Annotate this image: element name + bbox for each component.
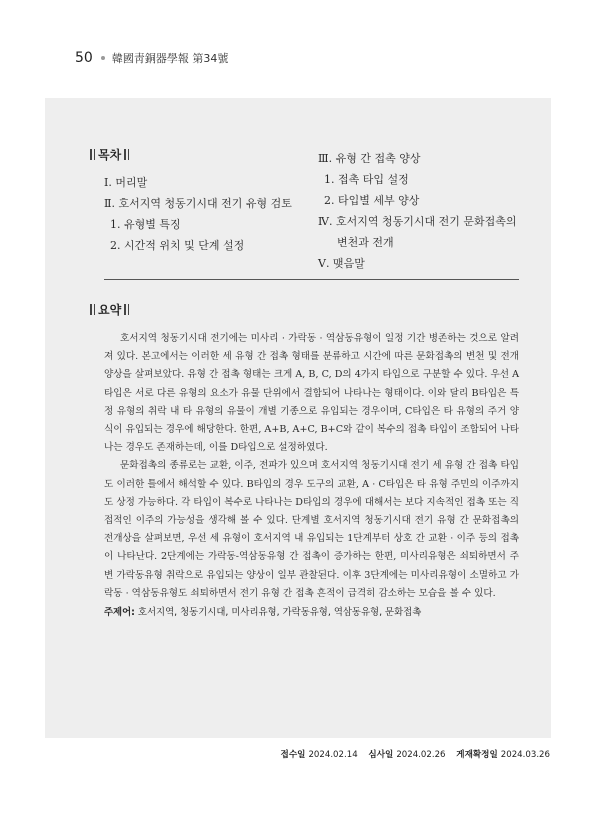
received-date: 2024.02.14: [308, 750, 358, 760]
bar-mark-icon: [94, 149, 96, 160]
reviewed-label: 심사일: [368, 750, 394, 760]
toc-item: 2. 타입별 세부 양상: [324, 194, 420, 207]
toc-item: Ⅰ. 머리말: [104, 176, 148, 189]
bar-mark-icon: [124, 304, 126, 315]
accepted-date: 2024.03.26: [500, 750, 550, 760]
toc-item: 1. 접촉 타입 설정: [324, 173, 409, 186]
bar-mark-icon: [124, 149, 126, 160]
toc-item: Ⅱ. 호서지역 청동기시대 전기 유형 검토: [104, 197, 292, 210]
toc-left-column: [104, 172, 292, 256]
abstract-heading: [89, 301, 130, 317]
section-divider: [104, 279, 519, 280]
toc-item-continuation: 변천과 전개: [337, 236, 394, 249]
toc-right-column: [318, 148, 517, 274]
keywords-list: 호서지역, 청동기시대, 미사리유형, 가락동유형, 역삼동유형, 문화접촉: [137, 607, 422, 618]
toc-item: 1. 유형별 특징: [110, 218, 181, 231]
keywords-label: 주제어:: [104, 607, 135, 618]
abstract-heading-label: 요약: [98, 302, 122, 317]
toc-item: Ⅳ. 호서지역 청동기시대 전기 문화접촉의: [318, 215, 517, 228]
bar-mark-icon: [128, 304, 130, 315]
submission-dates: [281, 748, 550, 760]
abstract-paragraph: 문화접촉의 종류로는 교환, 이주, 전파가 있으며 호서지역 청동기시대 전기 세 유형 간 접촉 타입도 이러한 틀에서 해석할 수 있다. B타입의 경우 도구의 교환, A · C타입은 타 유형 주민의 이주까지도 상정 가능하다. 각 타입이 복수로 나타나는 D타입의 경우에 대해서는 보다 지속적인 접촉 또는 직접적인 이주의 가능성을 생각해 볼 수 있다. 단계별 호서지역 청동기시대 전기 유형 간 문화접촉의 전개상을 살펴보면, 우선 세 유형이 호서지역 내 유입되는 1단계부터 상호 간 교환 · 이주 등의 접촉이 나타난다. 2단계에는 가락동-역삼동유형 간 접촉이 증가하는 한편, 미사리유형은 쇠퇴하면서 주변 가락동유형 취락으로 유입되는 양상이 일부 관찰된다. 이후 3단계에는 미사리유형이 소멸하고 가락동 · 역삼동유형도 쇠퇴하면서 전기 유형 간 접촉 흔적이 급격히 감소하는 모습을 볼 수 있다.: [104, 460, 519, 599]
page-header: [75, 48, 228, 68]
toc-heading-label: 목차: [98, 147, 122, 162]
header-dot-icon: [101, 56, 105, 60]
toc-item: Ⅴ. 맺음말: [318, 257, 365, 270]
accepted-label: 게재확정일: [456, 750, 498, 760]
bar-mark-icon: [90, 304, 92, 315]
journal-title: 韓國靑銅器學報 第34號: [111, 52, 229, 65]
abstract-body: [104, 330, 519, 603]
keywords-line: [104, 604, 524, 618]
toc-heading: [89, 146, 130, 162]
reviewed-date: 2024.02.26: [396, 750, 446, 760]
page-number: 50: [75, 50, 93, 66]
abstract-paragraph: 호서지역 청동기시대 전기에는 미사리 · 가락동 · 역삼동유형이 일정 기간 병존하는 것으로 알려져 있다. 본고에서는 이러한 세 유형 간 접촉 형태를 분류하고 시간에 따른 문화접촉의 변천 및 전개 양상을 살펴보았다. 유형 간 접촉 형태는 크게 A, B, C, D의 4가지 타입으로 구분할 수 있다. 우선 A타입은 서로 다른 유형의 요소가 유물 단위에서 결합되어 나타나는 형태이다. 이와 달리 B타입은 특정 유형의 취락 내 타 유형의 유물이 개별 기종으로 유입되는 경우이며, C타입은 타 유형의 주거 양식이 유입되는 경우에 해당한다. 한편, A+B, A+C, B+C와 같이 복수의 접촉 타입이 조합되어 나타나는 경우도 존재하는데, 이를 D타입으로 설정하였다.: [104, 333, 519, 454]
received-label: 접수일: [280, 750, 306, 760]
bar-mark-icon: [94, 304, 96, 315]
bar-mark-icon: [90, 149, 92, 160]
bar-mark-icon: [128, 149, 130, 160]
toc-item: 2. 시간적 위치 및 단계 설정: [110, 239, 245, 252]
toc-item: Ⅲ. 유형 간 접촉 양상: [318, 152, 421, 165]
